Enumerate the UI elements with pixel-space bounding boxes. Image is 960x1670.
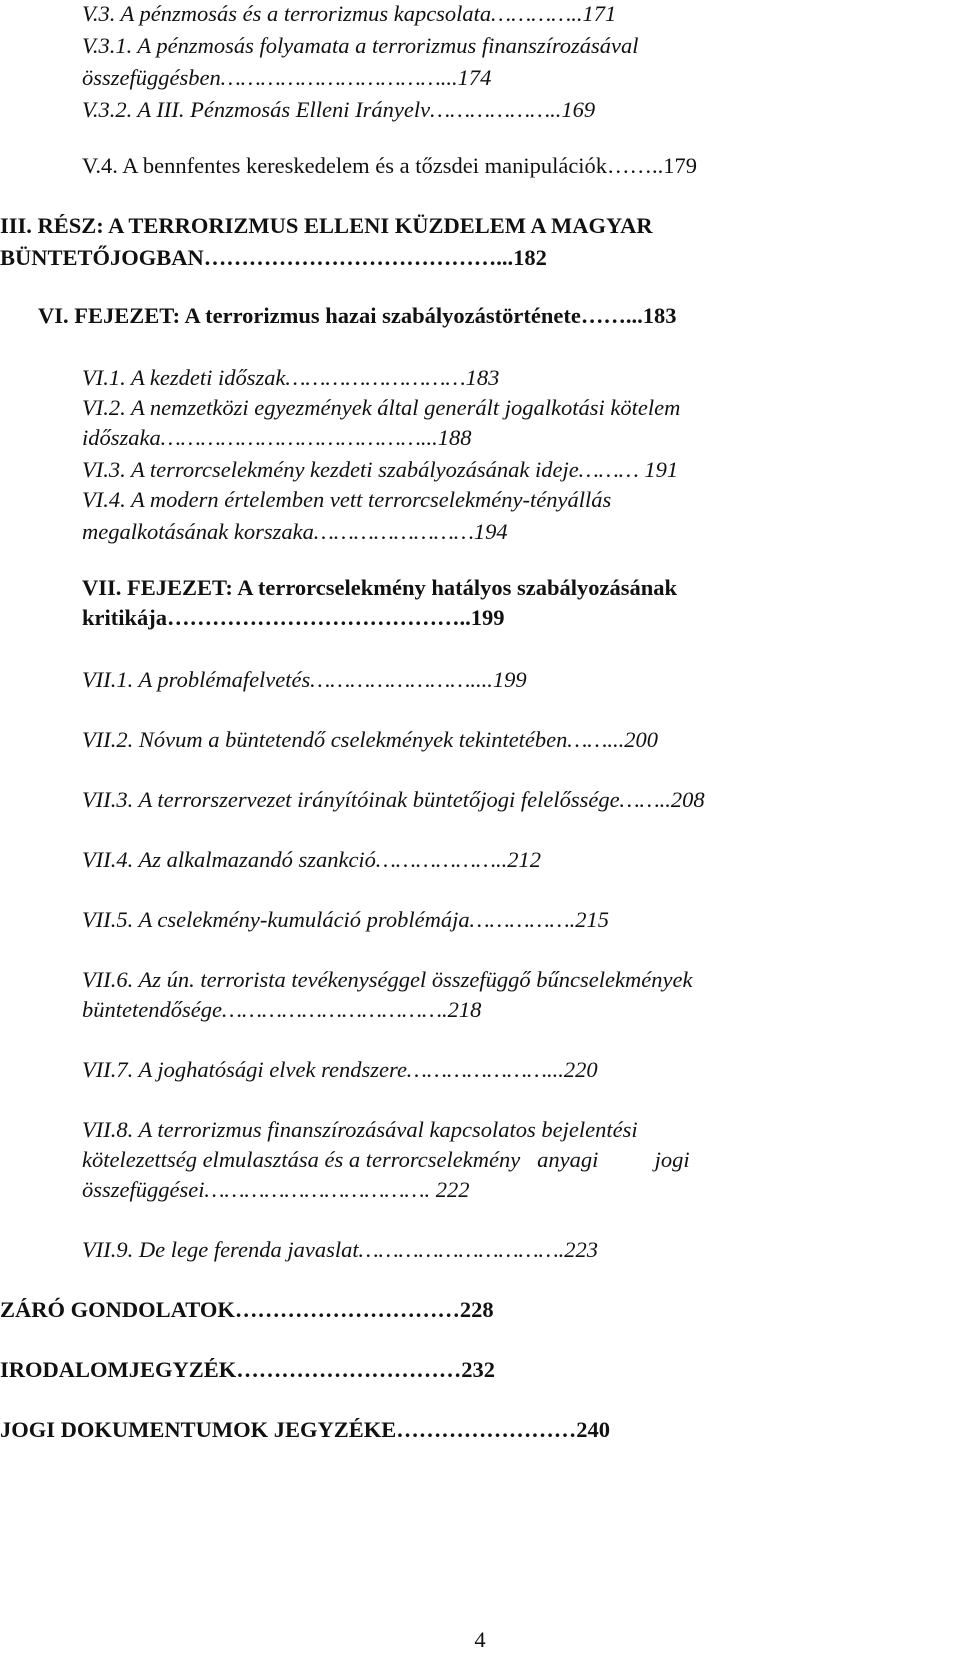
toc-entry: VI.3. A terrorcselekmény kezdeti szabályozásának ideje……… 191 (82, 457, 679, 482)
toc-entry: VII. FEJEZET: A terrorcselekmény hatályos szabályozásának (82, 575, 678, 600)
toc-entry: III. RÉSZ: A TERRORIZMUS ELLENI KÜZDELEM A MAGYAR (0, 213, 653, 238)
toc-entry: időszaka…………………………………...188 (82, 425, 472, 450)
toc-entry: VII.9. De lege ferenda javaslat………………………….223 (82, 1237, 599, 1262)
toc-entry: VII.4. Az alkalmazandó szankció………………..212 (82, 847, 541, 872)
toc-entry: V.3. A pénzmosás és a terrorizmus kapcsolata…………..171 (82, 1, 617, 26)
toc-entry: VII.2. Nóvum a büntetendő cselekmények tekintetében……...200 (82, 727, 659, 752)
toc-entry: VI.2. A nemzetközi egyezmények által generált jogalkotási kötelem (82, 395, 681, 420)
toc-entry: VII.7. A joghatósági elvek rendszere…………………...220 (82, 1057, 598, 1082)
toc-entry: IRODALOMJEGYZÉK…………………………232 (0, 1357, 496, 1382)
toc-entry: VII.3. A terrorszervezet irányítóinak büntetőjogi felelőssége……..208 (82, 787, 705, 812)
toc-entry: VII.1. A problémafelvetés……………………....199 (82, 667, 527, 692)
toc-entry: BÜNTETŐJOGBAN…………………………………...182 (0, 245, 547, 270)
toc-entry: VII.8. A terrorizmus finanszírozásával kapcsolatos bejelentési (82, 1117, 638, 1142)
toc-entry: VI. FEJEZET: A terrorizmus hazai szabályozástörténete……...183 (38, 303, 677, 328)
toc-entry: büntetendősége…………………………….218 (82, 997, 482, 1022)
toc-entry: JOGI DOKUMENTUMOK JEGYZÉKE……………………240 (0, 1417, 611, 1442)
toc-entry: összefüggései……………………………. 222 (82, 1177, 470, 1202)
toc-entry: VI.4. A modern értelemben vett terrorcselekmény-tényállás (82, 487, 612, 512)
toc-entry: ZÁRÓ GONDOLATOK…………………………228 (0, 1297, 494, 1322)
page-number: 4 (474, 1627, 486, 1652)
toc-entry: VII.5. A cselekmény-kumuláció problémája…………….215 (82, 907, 609, 932)
toc-entry: megalkotásának korszaka……………………194 (82, 519, 508, 544)
toc-entry: V.3.2. A III. Pénzmosás Elleni Irányelv………………..169 (82, 97, 596, 122)
toc-entry: kötelezettség elmulasztása és a terrorcselekmény anyagi jogi (82, 1147, 690, 1172)
toc-entry: kritikája…………………………………..199 (82, 605, 505, 630)
toc-entry: VII.6. Az ún. terrorista tevékenységgel összefüggő bűncselekmények (82, 967, 693, 992)
toc-entry: összefüggésben……………………………...174 (82, 65, 492, 90)
toc-entry: V.4. A bennfentes kereskedelem és a tőzsdei manipulációk……..179 (82, 153, 698, 178)
toc-entry: V.3.1. A pénzmosás folyamata a terrorizmus finanszírozásával (82, 33, 639, 58)
toc-entry: VI.1. A kezdeti időszak………………………183 (82, 365, 500, 390)
